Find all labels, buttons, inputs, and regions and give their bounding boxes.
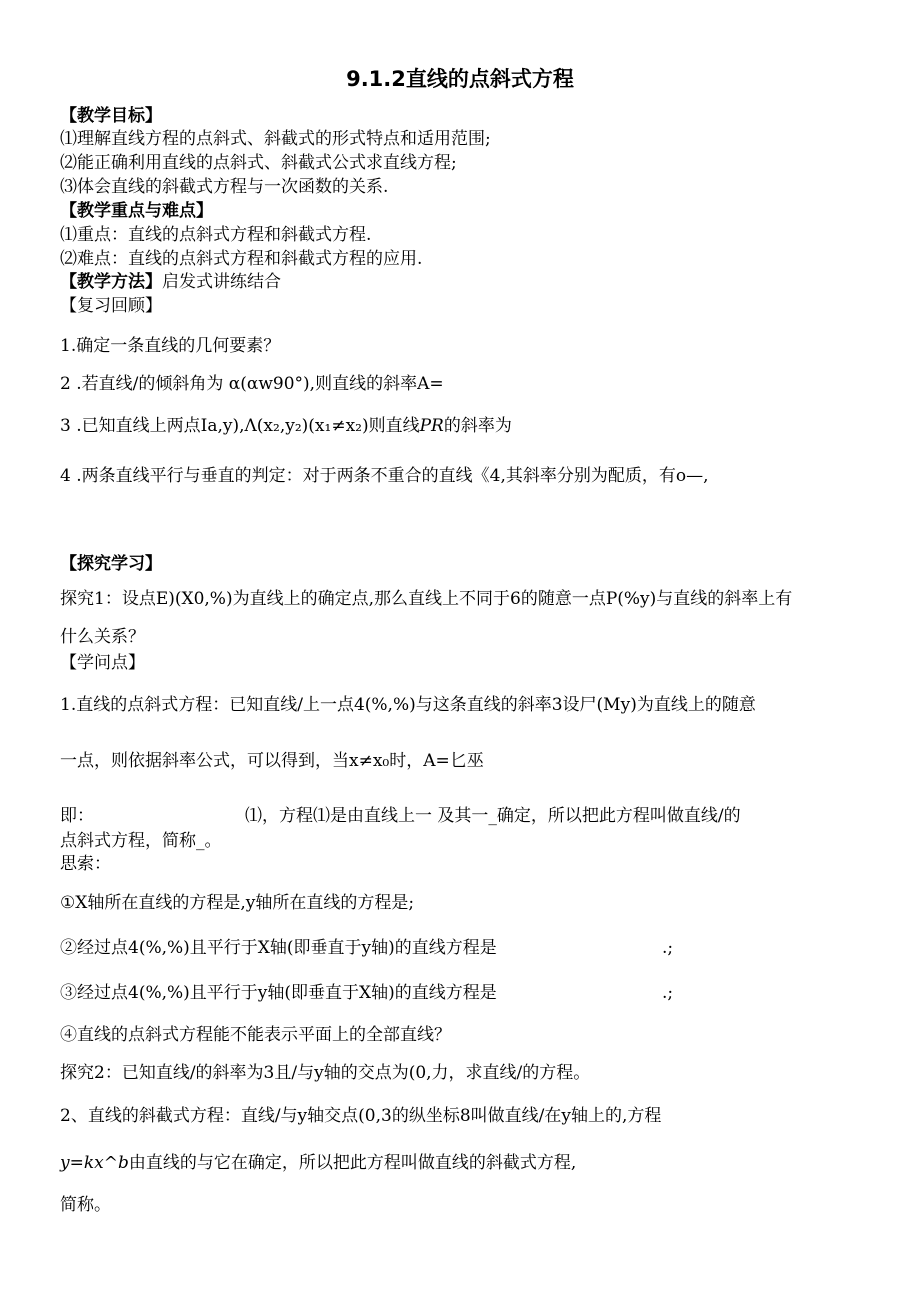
page-title: 9.1.2直线的点斜式方程 xyxy=(346,67,574,91)
review-item-3 xyxy=(60,415,512,437)
think-item-3-end: .; xyxy=(662,983,674,1003)
key-point-1: ⑴重点：直线的点斜式方程和斜截式方程. xyxy=(60,225,372,245)
slope-intercept-line2 xyxy=(60,1152,576,1174)
slope-intercept-formula: y=kx^b xyxy=(60,1153,129,1173)
slope-intercept-line2-rest: 由直线的与它在确定，所以把此方程叫做直线的斜截式方程, xyxy=(128,1153,577,1173)
think-item-2: ②经过点4(%,%)且平行于X轴(即垂直于y轴)的直线方程是 xyxy=(60,938,497,958)
goal-item-3: ⑶体会直线的斜截式方程与一次函数的关系. xyxy=(60,177,389,197)
review-heading: 【复习回顾】 xyxy=(60,296,162,316)
review-item-1: 1.确定一条直线的几何要素？ xyxy=(60,336,281,356)
knowledge-p2-label: 即： xyxy=(60,806,94,826)
knowledge-p1-line2: 一点，则依据斜率公式，可以得到，当x≠x₀时，A=匕巫 xyxy=(60,751,484,771)
think-item-4: ④直线的点斜式方程能不能表示平面上的全部直线？ xyxy=(60,1025,451,1045)
knowledge-heading: 【学问点】 xyxy=(60,653,145,673)
think-label: 思索： xyxy=(60,854,111,874)
method-heading: 【教学方法】 xyxy=(60,272,162,292)
knowledge-p1-line1: 1.直线的点斜式方程：已知直线/上一点4(%,%)与这条直线的斜率3设尸(My)为直线上的随意 xyxy=(60,695,756,715)
review-item-3-tail: 的斜率为 xyxy=(443,416,512,436)
slope-intercept-line3: 简称。 xyxy=(60,1195,111,1215)
think-item-3: ③经过点4(%,%)且平行于y轴(即垂直于X轴)的直线方程是 xyxy=(60,983,497,1003)
think-item-2-end: .; xyxy=(662,938,674,958)
goals-heading: 【教学目标】 xyxy=(60,106,162,126)
key-points-heading: 【教学重点与难点】 xyxy=(60,201,213,221)
review-item-4: 4 .两条直线平行与垂直的判定：对于两条不重合的直线《4,其斜率分别为配质，有o—, xyxy=(60,466,709,486)
slope-intercept-line1: 2、直线的斜截式方程：直线/与y轴交点(0,3的纵坐标8叫做直线/在y轴上的,方程 xyxy=(60,1106,662,1126)
knowledge-p2-rest: ⑴，方程⑴是由直线上一 及其一_确定，所以把此方程叫做直线/的 xyxy=(245,806,741,826)
goal-item-1: ⑴理解直线方程的点斜式、斜截式的形式特点和适用范围; xyxy=(60,129,491,149)
method-line xyxy=(60,271,281,293)
goal-item-2: ⑵能正确利用直线的点斜式、斜截式公式求直线方程; xyxy=(60,153,457,173)
knowledge-p2-line2: 点斜式方程，简称_。 xyxy=(60,831,222,851)
review-item-3-text: 3 .已知直线上两点Ia,y),Λ(x₂,y₂)(x₁≠x₂)则直线 xyxy=(60,416,420,436)
review-item-3-italic: PR xyxy=(419,416,444,436)
explore-q1-line2: 什么关系？ xyxy=(60,627,145,647)
explore-q1-line1: 探究1：设点E)(X0,%)为直线上的确定点,那么直线上不同于6的随意一点P(%y)与直线的斜率上有 xyxy=(60,589,793,609)
review-item-2: 2 .若直线/的倾斜角为 α(αw90°),则直线的斜率A= xyxy=(60,374,444,394)
key-point-2: ⑵难点：直线的点斜式方程和斜截式方程的应用. xyxy=(60,249,423,269)
explore-q2: 探究2：已知直线/的斜率为3且/与y轴的交点为(0,力，求直线/的方程。 xyxy=(60,1063,591,1083)
method-text: 启发式讲练结合 xyxy=(162,272,281,292)
think-item-1: ①X轴所在直线的方程是,y轴所在直线的方程是; xyxy=(60,893,415,913)
explore-heading: 【探究学习】 xyxy=(60,554,162,574)
